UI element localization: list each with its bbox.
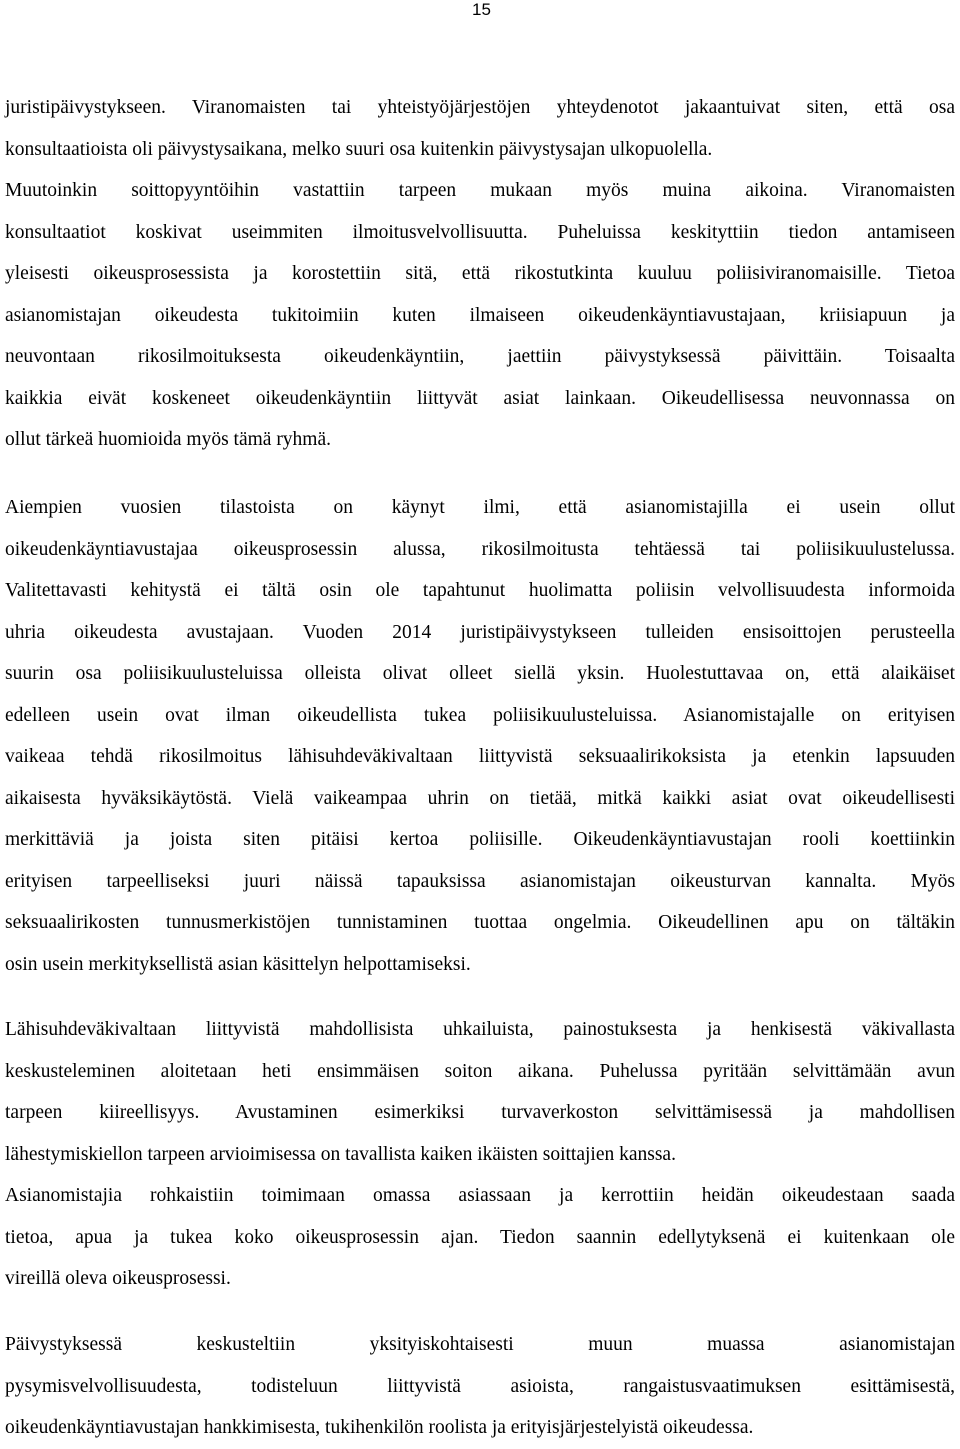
text-line: merkittäviä ja joista siten pitäisi kertoa poliisille. Oikeudenkäyntiavustajan rooli koettiinkin <box>5 829 955 850</box>
text-line: yleisesti oikeusprosessista ja korostettiin sitä, että rikostutkinta kuuluu poliisiviranomaisille. Tietoa <box>5 263 955 284</box>
paragraph-3 <box>5 1009 955 1300</box>
text-line: Asianomistajia rohkaistiin toimimaan omassa asiassaan ja kerrottiin heidän oikeudestaan saada <box>5 1185 955 1206</box>
text-line: aikaisesta hyväksikäytöstä. Vielä vaikeampaa uhrin on tietää, mitkä kaikki asiat ovat oikeudellisesti <box>5 787 955 809</box>
text-line: juristipäivystykseen. Viranomaisten tai yhteistyöjärjestöjen yhteydenotot jakaantuivat siten, että osa <box>5 97 955 118</box>
text-line: suurin osa poliisikuulusteluissa olleista olivat olleet siellä yksin. Huolestuttavaa on, että alaikäiset <box>5 663 955 684</box>
text-line: Aiempien vuosien tilastoista on käynyt ilmi, että asianomistajilla ei usein ollut <box>5 497 955 518</box>
text-line: seksuaalirikosten tunnusmerkistöjen tunnistaminen tuottaa ongelmia. Oikeudellinen apu on tältäkin <box>5 912 955 933</box>
text-line: asianomistajan oikeudesta tukitoimiin kuten ilmaiseen oikeudenkäyntiavustajaan, kriisiapuun ja <box>5 304 955 326</box>
text-line: Lähisuhdeväkivaltaan liittyvistä mahdollisista uhkailuista, painostuksesta ja henkisestä väkivallasta <box>5 1019 955 1040</box>
text-line: ollut tärkeä huomioida myös tämä ryhmä. <box>5 429 332 450</box>
text-line: Valitettavasti kehitystä ei tältä osin ole tapahtunut huolimatta poliisin velvollisuudesta informoida <box>5 580 955 601</box>
text-line: vireillä oleva oikeusprosessi. <box>5 1268 231 1289</box>
text-line: tarpeen kiireellisyys. Avustaminen esimerkiksi turvaverkoston selvittämisessä ja mahdollisen <box>5 1102 955 1123</box>
text-line: uhria oikeudesta avustajaan. Vuoden 2014 juristipäivystykseen tulleiden ensisoittojen perusteella <box>5 621 955 643</box>
text-line: tietoa, apua ja tukea koko oikeusprosessin ajan. Tiedon saannin edellytyksenä ei kuitenkaan ole <box>5 1226 955 1248</box>
text-line: oikeudenkäyntiavustajan hankkimisesta, tukihenkilön roolista ja erityisjärjestelyistä oikeudessa. <box>5 1417 754 1438</box>
text-line: vaikeaa tehdä rikosilmoitus lähisuhdeväkivaltaan liittyvistä seksuaalirikoksista ja etenkin lapsuuden <box>5 746 955 767</box>
text-line: konsultaatioista oli päivystysaikana, melko suuri osa kuitenkin päivystysajan ulkopuolella. <box>5 138 713 160</box>
paragraph-1 <box>5 87 955 461</box>
text-line: oikeudenkäyntiavustajaa oikeusprosessin alussa, rikosilmoitusta tehtäessä tai poliisikuulustelussa. <box>5 538 955 560</box>
text-line: neuvontaan rikosilmoituksesta oikeudenkäyntiin, jaettiin päivystyksessä päivittäin. Toisaalta <box>5 346 955 367</box>
paragraph-4 <box>5 1324 955 1449</box>
text-line: osin usein merkityksellistä asian käsittelyn helpottamiseksi. <box>5 953 471 975</box>
text-line: erityisen tarpeelliseksi juuri näissä tapauksissa asianomistajan oikeusturvan kannalta. Myös <box>5 870 955 892</box>
text-line: kaikkia eivät koskeneet oikeudenkäyntiin liittyvät asiat lainkaan. Oikeudellisessa neuvonnassa on <box>5 387 955 409</box>
text-line: Muutoinkin soittopyyntöihin vastattiin tarpeen mukaan myös muina aikoina. Viranomaisten <box>5 180 955 201</box>
text-line: edelleen usein ovat ilman oikeudellista tukea poliisikuulusteluissa. Asianomistajalle on erityisen <box>5 704 955 726</box>
text-line: lähestymiskiellon tarpeen arvioimisessa on tavallista kaiken ikäisten soittajien kanssa. <box>5 1143 676 1165</box>
paragraph-2 <box>5 487 955 985</box>
page-number: 15 <box>472 0 491 19</box>
text-line: keskusteleminen aloitetaan heti ensimmäisen soiton aikana. Puhelussa pyritään selvittämään avun <box>5 1060 955 1082</box>
text-line: pysymisvelvollisuudesta, todisteluun liittyvistä asioista, rangaistusvaatimuksen esittämisestä, <box>5 1375 955 1397</box>
text-line: konsultaatiot koskivat useimmiten ilmoitusvelvollisuutta. Puheluissa keskityttiin tiedon antamiseen <box>5 221 955 243</box>
text-line: Päivystyksessä keskusteltiin yksityiskohtaisesti muun muassa asianomistajan <box>5 1334 955 1355</box>
